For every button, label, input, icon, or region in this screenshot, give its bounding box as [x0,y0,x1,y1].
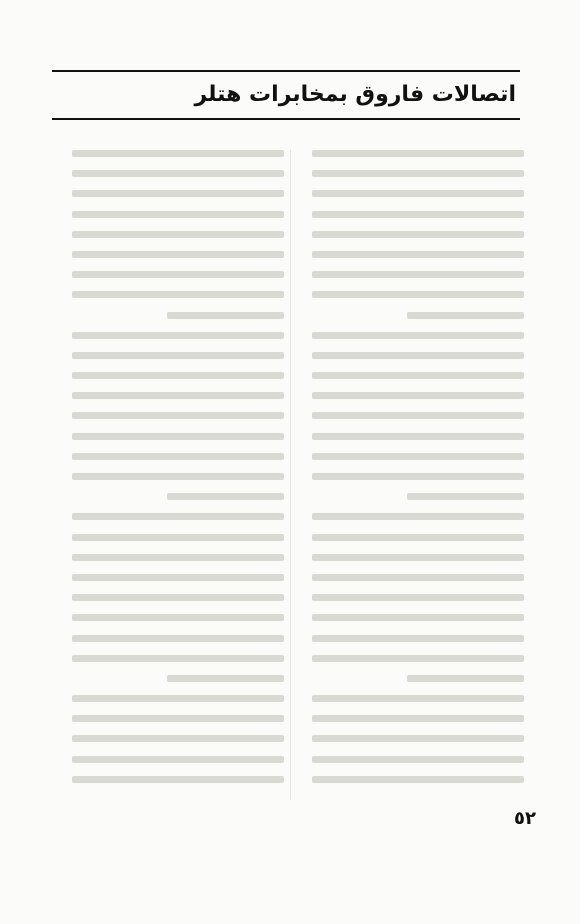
illegible-text-line [407,493,524,500]
illegible-text-line [72,392,284,399]
illegible-text-line [72,271,284,278]
illegible-text-line [312,715,524,722]
illegible-text-line [312,231,524,238]
illegible-text-line [312,554,524,561]
illegible-text-line [72,715,284,722]
illegible-text-line [312,372,524,379]
illegible-text-line [312,332,524,339]
illegible-text-line [72,513,284,520]
illegible-text-line [72,473,284,480]
illegible-text-line [72,150,284,157]
body-column-left [72,150,284,800]
column-gutter [290,150,291,800]
illegible-text-line [312,453,524,460]
illegible-text-line [312,412,524,419]
illegible-text-line [312,574,524,581]
illegible-text-line [72,735,284,742]
illegible-text-line [72,574,284,581]
header-top-rule [52,70,520,72]
illegible-text-line [312,776,524,783]
illegible-text-line [312,534,524,541]
illegible-text-line [312,735,524,742]
illegible-text-line [312,655,524,662]
illegible-text-line [312,756,524,763]
illegible-text-line [312,352,524,359]
illegible-text-line [72,776,284,783]
illegible-text-line [312,614,524,621]
illegible-text-line [72,190,284,197]
illegible-text-line [72,756,284,763]
illegible-text-line [312,392,524,399]
body-column-right [312,150,524,800]
illegible-text-line [72,554,284,561]
header-bottom-rule [52,118,520,120]
illegible-text-line [72,251,284,258]
illegible-text-line [72,614,284,621]
illegible-text-line [72,211,284,218]
illegible-text-line [72,594,284,601]
illegible-text-line [312,513,524,520]
illegible-text-line [72,635,284,642]
illegible-text-line [72,433,284,440]
illegible-text-line [72,534,284,541]
illegible-text-line [312,473,524,480]
illegible-text-line [72,291,284,298]
illegible-text-line [72,170,284,177]
illegible-text-line [72,352,284,359]
illegible-text-line [312,594,524,601]
illegible-text-line [312,291,524,298]
illegible-text-line [312,190,524,197]
illegible-text-line [72,655,284,662]
illegible-text-line [312,271,524,278]
illegible-text-line [167,675,284,682]
illegible-text-line [312,635,524,642]
illegible-text-line [312,433,524,440]
illegible-text-line [167,493,284,500]
illegible-text-line [72,332,284,339]
illegible-text-line [72,372,284,379]
illegible-text-line [72,453,284,460]
illegible-text-line [72,231,284,238]
illegible-text-line [312,251,524,258]
illegible-text-line [312,211,524,218]
illegible-text-line [167,312,284,319]
illegible-text-line [312,695,524,702]
page-headline: اتصالات فاروق بمخابرات هتلر [194,82,516,107]
illegible-text-line [312,150,524,157]
illegible-text-line [407,312,524,319]
illegible-text-line [72,695,284,702]
page-number: ٥٢ [514,808,536,829]
illegible-text-line [312,170,524,177]
illegible-text-line [72,412,284,419]
illegible-text-line [407,675,524,682]
